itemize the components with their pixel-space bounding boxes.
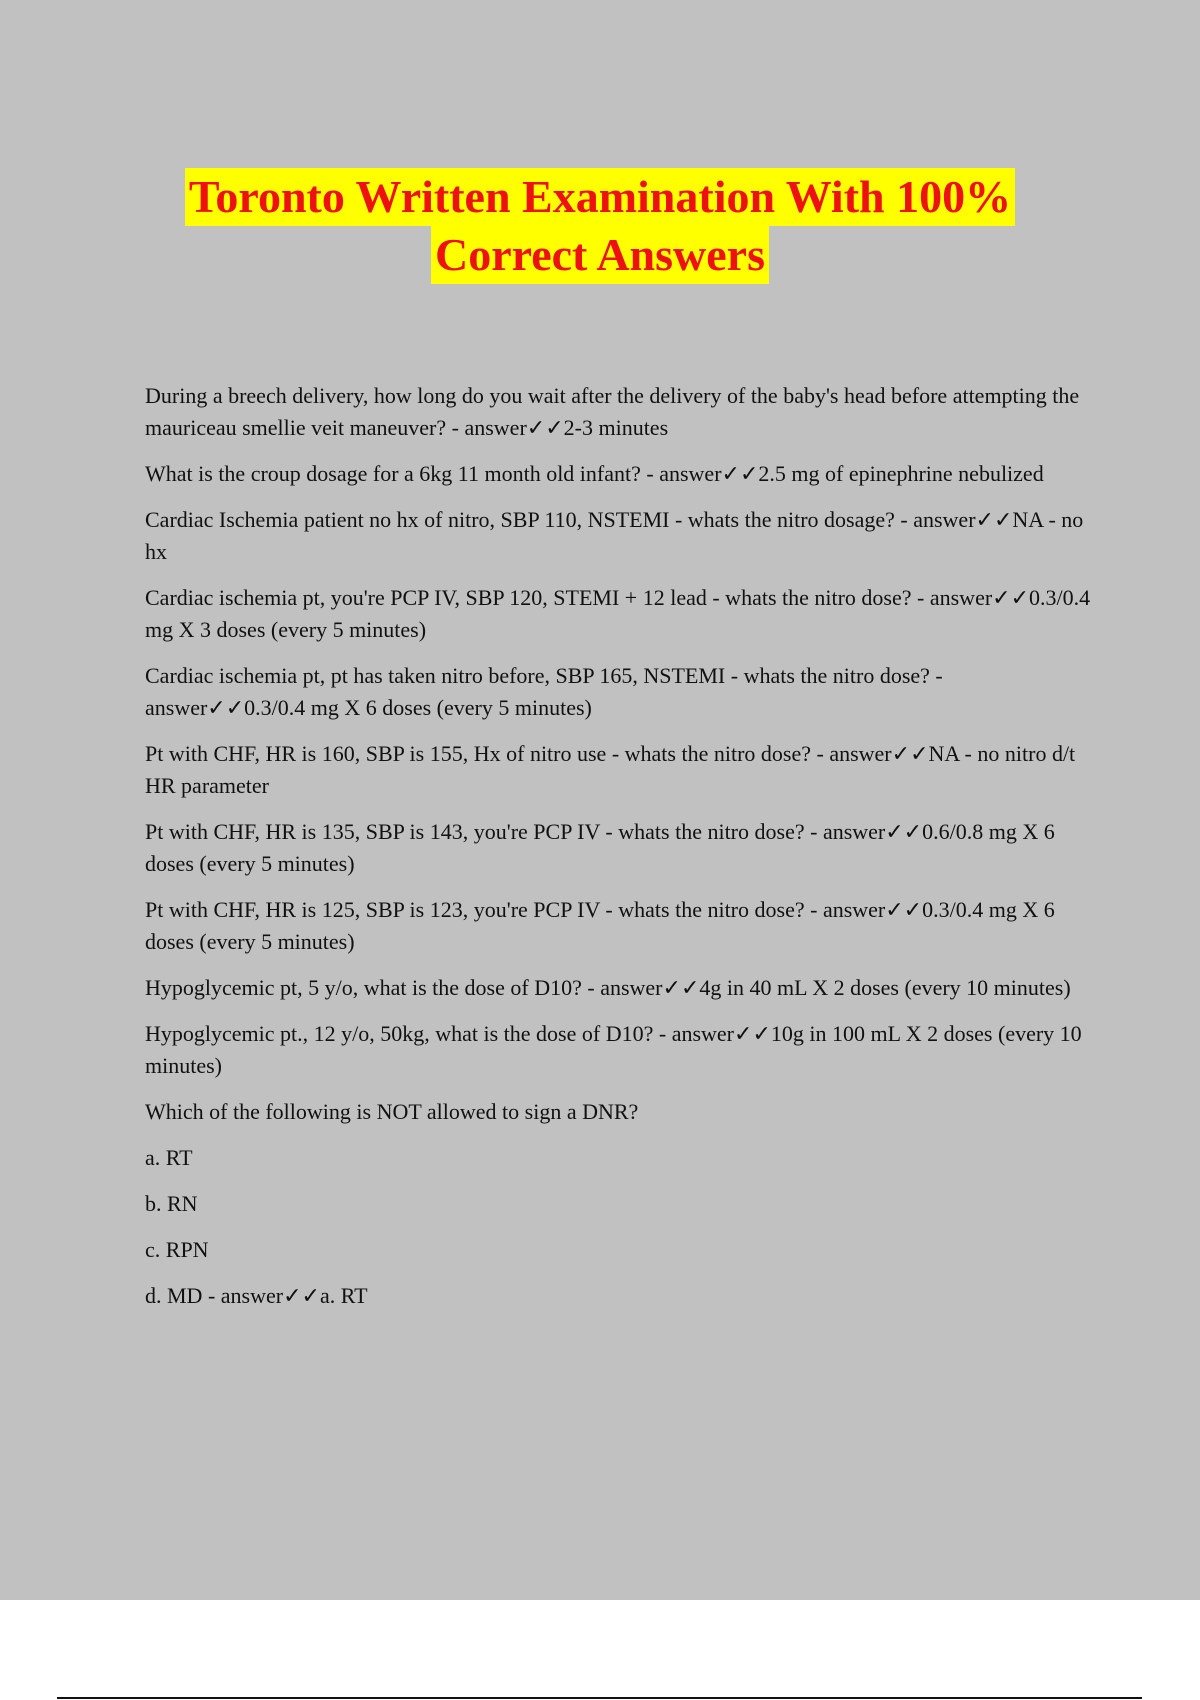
mc-option-text: d. MD - <box>145 1283 221 1308</box>
qa-item <box>145 816 1095 880</box>
question-text: Cardiac ischemia pt, pt has taken nitro before, SBP 165, NSTEMI - whats the nitro dose? - <box>145 663 943 688</box>
qa-item <box>145 504 1095 568</box>
answer-text: 10g in 100 mL X 2 doses (every 10 minutes) <box>145 1021 1082 1078</box>
mc-option: a. RT <box>145 1145 193 1170</box>
question-text: During a breech delivery, how long do you wait after the delivery of the baby's head before attempting the mauriceau smellie veit maneuver? - <box>145 383 1080 440</box>
answer-text: 2-3 minutes <box>563 415 669 440</box>
mc-question-stem: Which of the following is NOT allowed to sign a DNR? <box>145 1099 639 1124</box>
mc-option: b. RN <box>145 1191 198 1216</box>
answer-marker: answer✓✓ <box>464 415 564 440</box>
qa-item <box>145 458 1095 490</box>
page-separator-line <box>57 1697 1142 1699</box>
answer-marker: answer✓✓ <box>913 507 1013 532</box>
mc-option: c. RPN <box>145 1237 209 1262</box>
answer-text: 0.3/0.4 mg X 6 doses (every 5 minutes) <box>244 695 592 720</box>
answer-text: 2.5 mg of epinephrine nebulized <box>758 461 1044 486</box>
qa-item <box>145 894 1095 958</box>
answer-marker: answer✓✓ <box>220 1283 320 1308</box>
qa-item <box>145 972 1095 1004</box>
question-text: Cardiac Ischemia patient no hx of nitro, SBP 110, NSTEMI - whats the nitro dosage? - <box>145 507 914 532</box>
qa-list <box>145 380 1095 1326</box>
qa-item <box>145 660 1095 724</box>
qa-item <box>145 1018 1095 1082</box>
answer-text: 0.3/0.4 mg X 3 doses (every 5 minutes) <box>145 585 1091 642</box>
question-text: Hypoglycemic pt., 12 y/o, 50kg, what is the dose of D10? - <box>145 1021 672 1046</box>
answer-marker: answer✓✓ <box>822 897 923 922</box>
answer-text: 0.3/0.4 mg X 6 doses (every 5 minutes) <box>145 897 1055 954</box>
question-text: What is the croup dosage for a 6kg 11 month old infant? - <box>145 461 660 486</box>
qa-item <box>145 738 1095 802</box>
answer-marker: answer✓✓ <box>671 1021 771 1046</box>
question-text: Pt with CHF, HR is 160, SBP is 155, Hx of nitro use - whats the nitro dose? - <box>145 741 830 766</box>
title-line-2: Correct Answers <box>431 226 769 284</box>
answer-marker: answer✓✓ <box>600 975 700 1000</box>
answer-marker: answer✓✓ <box>929 585 1030 610</box>
question-text: Pt with CHF, HR is 125, SBP is 123, you're PCP IV - whats the nitro dose? - <box>145 897 823 922</box>
answer-text: 0.6/0.8 mg X 6 doses (every 5 minutes) <box>145 819 1055 876</box>
mc-option-with-answer <box>145 1280 1095 1312</box>
answer-marker: answer✓✓ <box>822 819 923 844</box>
answer-text: a. RT <box>319 1283 368 1308</box>
answer-text: NA - no nitro d/t HR parameter <box>145 741 1076 798</box>
qa-item <box>145 380 1095 444</box>
qa-item <box>145 582 1095 646</box>
question-text: Cardiac ischemia pt, you're PCP IV, SBP 120, STEMI + 12 lead - whats the nitro dose? - <box>145 585 930 610</box>
question-text: Pt with CHF, HR is 135, SBP is 143, you're PCP IV - whats the nitro dose? - <box>145 819 823 844</box>
answer-text: NA - no hx <box>145 507 1084 564</box>
title-line-1: Toronto Written Examination With 100% <box>185 168 1015 226</box>
answer-marker: answer✓✓ <box>829 741 929 766</box>
document-title <box>0 168 1200 284</box>
answer-marker: answer✓✓ <box>659 461 759 486</box>
answer-text: 4g in 40 mL X 2 doses (every 10 minutes) <box>699 975 1071 1000</box>
question-text: Hypoglycemic pt, 5 y/o, what is the dose of D10? - <box>145 975 601 1000</box>
answer-marker: answer✓✓ <box>145 695 245 720</box>
